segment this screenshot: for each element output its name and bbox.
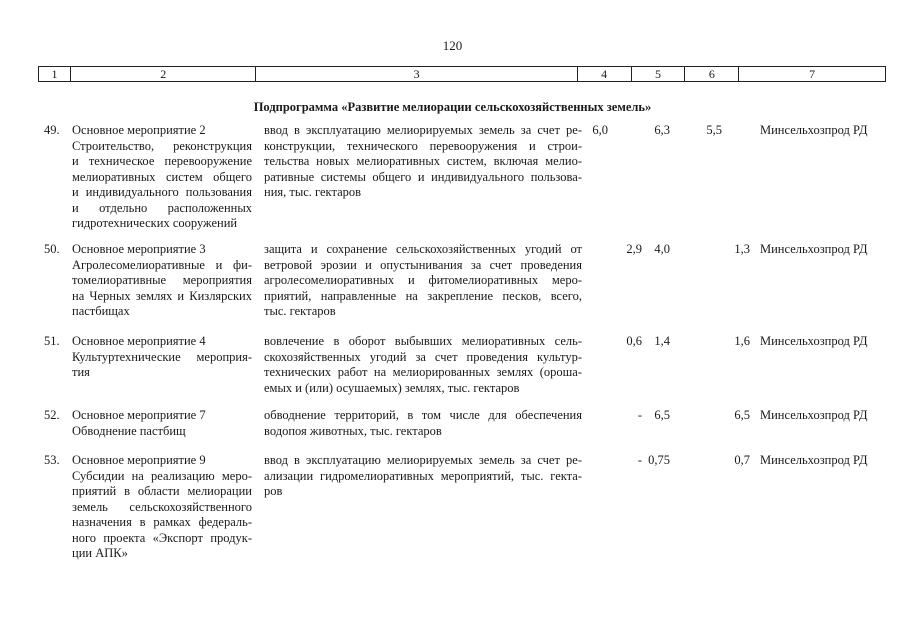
header-col-7: 7 bbox=[809, 67, 816, 81]
value-col-6: 5,5 bbox=[706, 123, 722, 137]
name-line: ции АПК» bbox=[72, 546, 128, 560]
measure-name bbox=[72, 334, 252, 381]
header-col-3: 3 bbox=[256, 67, 577, 81]
value-col-4: 2,9 bbox=[626, 242, 642, 256]
desc-line: скохозяйственных угодий за счет проведения культур- bbox=[264, 349, 582, 364]
name-line: Основное мероприятие 3 bbox=[72, 242, 206, 256]
responsible-executor: Минсельхозпрод РД bbox=[760, 334, 868, 348]
value-col-5: 1,4 bbox=[654, 334, 670, 348]
desc-line: ративные системы общего и индивидуального пользова- bbox=[264, 169, 582, 184]
row-number: 51. bbox=[44, 334, 60, 348]
page-number: 120 bbox=[442, 38, 463, 53]
value-col-4: 6,0 bbox=[592, 123, 608, 137]
indicator-description bbox=[264, 242, 582, 320]
name-line: назначения в рамках федераль- bbox=[72, 515, 252, 529]
name-line: и отдельно расположенных bbox=[72, 200, 252, 215]
responsible-executor: Минсельхозпрод РД bbox=[760, 453, 868, 467]
name-line: земель сельскохозяйственного bbox=[72, 499, 252, 514]
name-line: гидротехнических сооружений bbox=[72, 216, 238, 230]
indicator-description bbox=[264, 408, 582, 439]
desc-line: емых и (или) осушаемых) землях, тыс. гектаров bbox=[264, 380, 520, 395]
desc-line: технических работ на мелиорированных землях (ороша- bbox=[264, 365, 582, 379]
name-line: Агролесомелиоративные и фи- bbox=[72, 257, 252, 272]
name-line: томелиоративные мероприятия bbox=[72, 273, 252, 287]
header-col-6: 6 bbox=[685, 67, 739, 81]
desc-line: ров bbox=[264, 484, 283, 498]
value-col-6: 6,5 bbox=[734, 408, 750, 422]
name-line: Основное мероприятие 2 bbox=[72, 123, 206, 137]
responsible-executor: Минсельхозпрод РД bbox=[760, 408, 868, 422]
desc-line: тельства новых мелиоративных систем, включая мелио- bbox=[264, 154, 582, 168]
value-col-4: 0,6 bbox=[626, 334, 642, 348]
desc-line: конструкции, технического перевооружения и строи- bbox=[264, 138, 582, 153]
desc-line: вовлечение в оборот выбывших мелиоративных сель- bbox=[264, 334, 582, 348]
name-line: Культуртехнические мероприя- bbox=[72, 349, 252, 364]
measure-name bbox=[72, 242, 252, 320]
subprogram-title: Подпрограмма «Развитие мелиорации сельскохозяйственных земель» bbox=[253, 100, 652, 114]
column-number-header bbox=[38, 66, 886, 82]
header-col-4: 4 bbox=[578, 67, 632, 81]
value-col-5: 0,75 bbox=[648, 453, 670, 467]
responsible-executor: Минсельхозпрод РД bbox=[760, 123, 868, 137]
header-col-5: 5 bbox=[632, 67, 686, 81]
value-col-4: - bbox=[637, 453, 642, 467]
desc-line: агролесомелиоративных и фитомелиоративных меро- bbox=[264, 273, 582, 287]
row-number: 53. bbox=[44, 453, 60, 467]
desc-line: ветровой эрозии и опустынивания за счет проведения bbox=[264, 257, 582, 272]
value-col-6: 1,6 bbox=[734, 334, 750, 348]
name-line: Обводнение пастбищ bbox=[72, 423, 186, 438]
name-line: Основное мероприятие 7 bbox=[72, 408, 206, 422]
row-number: 49. bbox=[44, 123, 60, 137]
name-line: и индивидуального пользования bbox=[72, 185, 252, 199]
name-line: Строительство, реконструкция bbox=[72, 138, 252, 153]
name-line: тия bbox=[72, 365, 90, 379]
measure-name bbox=[72, 408, 252, 439]
desc-line: тыс. гектаров bbox=[264, 304, 336, 318]
desc-line: ввод в эксплуатацию мелиорируемых земель за счет ре- bbox=[264, 453, 582, 467]
value-col-6: 0,7 bbox=[734, 453, 750, 467]
desc-line: приятий, направленные на закрепление песков, всего, bbox=[264, 288, 582, 303]
header-col-1: 1 bbox=[39, 67, 71, 81]
name-line: Основное мероприятие 9 bbox=[72, 453, 206, 467]
value-col-5: 6,5 bbox=[654, 408, 670, 422]
desc-line: ния, тыс. гектаров bbox=[264, 185, 362, 199]
measure-name bbox=[72, 453, 252, 562]
indicator-description bbox=[264, 334, 582, 396]
name-line: Основное мероприятие 4 bbox=[72, 334, 206, 348]
value-col-5: 6,3 bbox=[654, 123, 670, 137]
desc-line: защита и сохранение сельскохозяйственных угодий от bbox=[264, 242, 582, 256]
indicator-description bbox=[264, 123, 582, 201]
value-col-5: 4,0 bbox=[654, 242, 670, 256]
row-number: 50. bbox=[44, 242, 60, 256]
desc-line: ввод в эксплуатацию мелиорируемых земель за счет ре- bbox=[264, 123, 582, 137]
measure-name bbox=[72, 123, 252, 232]
name-line: Субсидии на реализацию меро- bbox=[72, 468, 252, 483]
name-line: пастбищах bbox=[72, 304, 130, 318]
header-col-2: 2 bbox=[71, 67, 257, 81]
name-line: ного проекта «Экспорт продук- bbox=[72, 530, 252, 545]
desc-line: обводнение территорий, в том числе для обеспечения bbox=[264, 408, 582, 422]
name-line: и техническое перевооружение bbox=[72, 154, 252, 168]
name-line: приятий в области мелиорации bbox=[72, 484, 252, 498]
row-number: 52. bbox=[44, 408, 60, 422]
value-col-6: 1,3 bbox=[734, 242, 750, 256]
indicator-description bbox=[264, 453, 582, 500]
name-line: мелиоративных систем общего bbox=[72, 169, 252, 184]
desc-line: ализации гидромелиоративных мероприятий, тыс. гекта- bbox=[264, 468, 582, 483]
value-col-4: - bbox=[637, 408, 642, 422]
desc-line: водопоя животных, тыс. гектаров bbox=[264, 423, 442, 438]
responsible-executor: Минсельхозпрод РД bbox=[760, 242, 868, 256]
name-line: на Черных землях и Кизлярских bbox=[72, 288, 252, 303]
